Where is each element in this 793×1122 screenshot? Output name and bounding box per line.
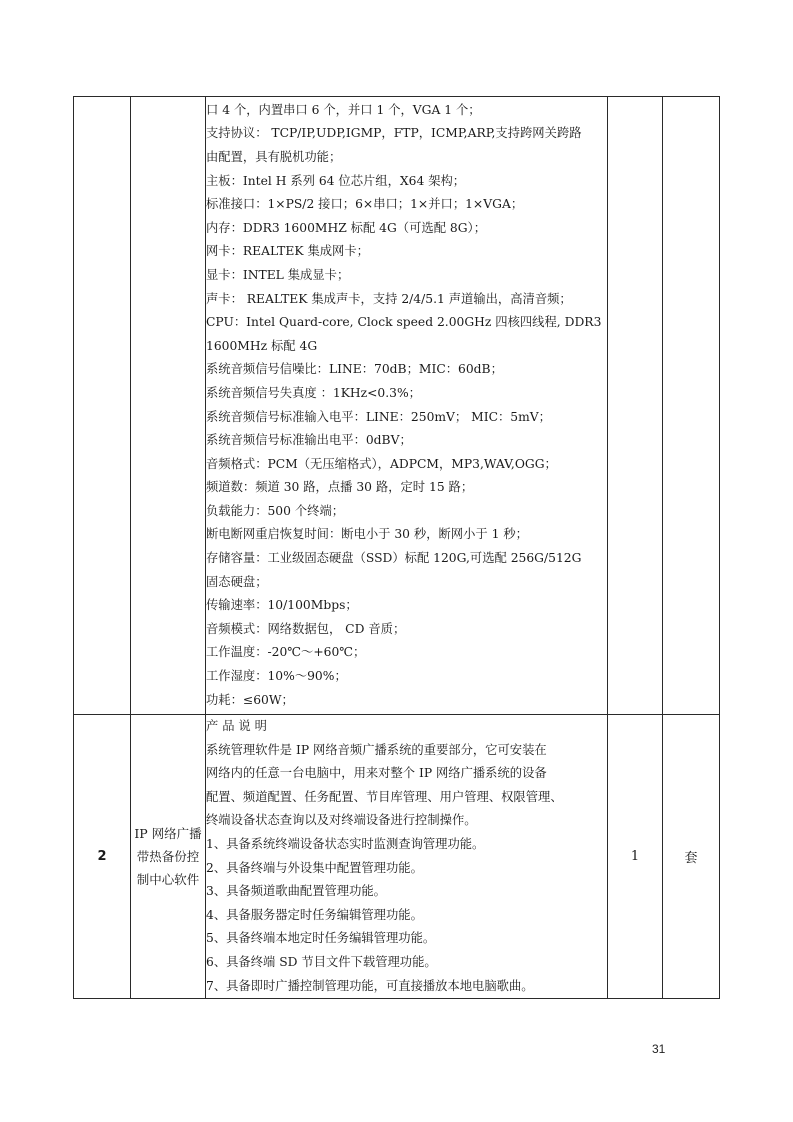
spec-line: 系统音频信号标准输入电平：LINE：250mV； MIC：5mV； [206,409,551,424]
spec-line: 网卡：REALTEK 集成网卡； [206,244,369,259]
spec-line: 1600MHz 标配 4G [206,338,318,353]
spec-line: 口 4 个，内置串口 6 个，并口 1 个，VGA 1 个； [206,102,481,117]
spec-line: 终端设备状态查询以及对终端设备进行控制操作。 [206,813,477,828]
item-name-cell: IP 网络广播带热备份控制中心软件 [131,715,206,999]
spec-line: 声卡： REALTEK 集成声卡，支持 2/4/5.1 声道输出，高清音频； [206,291,572,306]
item-name-cell [131,97,206,715]
spec-line: 系统管理软件是 IP 网络音频广播系统的重要部分，它可安装在 [206,742,547,757]
spec-line: CPU：Intel Quard-core, Clock speed 2.00GHz 四核四线程, DDR3 [206,315,602,330]
spec-line: 固态硬盘； [206,574,268,589]
equipment-spec-table [73,96,720,999]
spec-line: 负载能力：500 个终端； [206,503,345,518]
spec-line: 频道数：频道 30 路，点播 30 路，定时 15 路； [206,480,474,495]
spec-line: 支持协议： TCP/IP,UDP,IGMP，FTP，ICMP,ARP,支持跨网关跨路 [206,126,582,141]
quantity-cell [608,97,663,715]
spec-line: 显卡：INTEL 集成显卡； [206,267,350,282]
spec-line: 内存：DDR3 1600MHZ 标配 4G（可选配 8G）； [206,220,486,235]
spec-line: 1、具备系统终端设备状态实时监测查询管理功能。 [206,836,485,851]
spec-line: 断电断网重启恢复时间：断电小于 30 秒，断网小于 1 秒； [206,527,528,542]
spec-line: 6、具备终端 SD 节目文件下载管理功能。 [206,954,437,969]
quantity-cell: 1 [608,715,663,999]
spec-line: 标准接口：1×PS/2 接口；6×串口；1×并口；1×VGA； [206,197,524,212]
spec-line: 音频格式：PCM（无压缩格式），ADPCM，MP3,WAV,OGG； [206,456,557,471]
spec-line: 功耗：≤60W； [206,692,294,707]
spec-line: 系统音频信号失真度 ：1KHz<0.3%； [206,385,421,400]
item-spec-cell [206,715,608,999]
spec-line: 网络内的任意一台电脑中，用来对整个 IP 网络广播系统的设备 [206,766,547,781]
spec-line: 传输速率：10/100Mbps； [206,598,358,613]
spec-line: 产 品 说 明 [206,719,267,733]
spec-line: 主板：Intel H 系列 64 位芯片组，X64 架构； [206,173,466,188]
spec-line: 工作湿度：10%～90%； [206,669,347,684]
spec-line: 音频模式：网络数据包， CD 音质； [206,621,406,636]
item-spec-cell [206,97,608,715]
item-number-cell [74,97,131,715]
spec-line: 系统音频信号标准输出电平：0dBV； [206,433,412,448]
spec-line: 工作温度：-20℃～+60℃； [206,645,366,660]
spec-line: 4、具备服务器定时任务编辑管理功能。 [206,907,423,922]
item-number-cell: 2 [74,715,131,999]
spec-line: 3、具备频道歌曲配置管理功能。 [206,884,386,899]
unit-cell [663,97,720,715]
spec-line: 存储容量：工业级固态硬盘（SSD）标配 120G,可选配 256G/512G [206,551,582,566]
table-row [74,97,720,715]
spec-line: 5、具备终端本地定时任务编辑管理功能。 [206,931,436,946]
page-number: 31 [652,1042,666,1056]
spec-line: 由配置，具有脱机功能； [206,149,342,164]
spec-line: 配置、频道配置、任务配置、节目库管理、用户管理、权限管理、 [206,789,563,804]
spec-line: 2、具备终端与外设集中配置管理功能。 [206,860,423,875]
table-row [74,715,720,999]
spec-line: 7、具备即时广播控制管理功能，可直接播放本地电脑歌曲。 [206,978,534,993]
unit-cell: 套 [663,715,720,999]
spec-line: 系统音频信号信噪比：LINE：70dB；MIC：60dB； [206,362,503,377]
